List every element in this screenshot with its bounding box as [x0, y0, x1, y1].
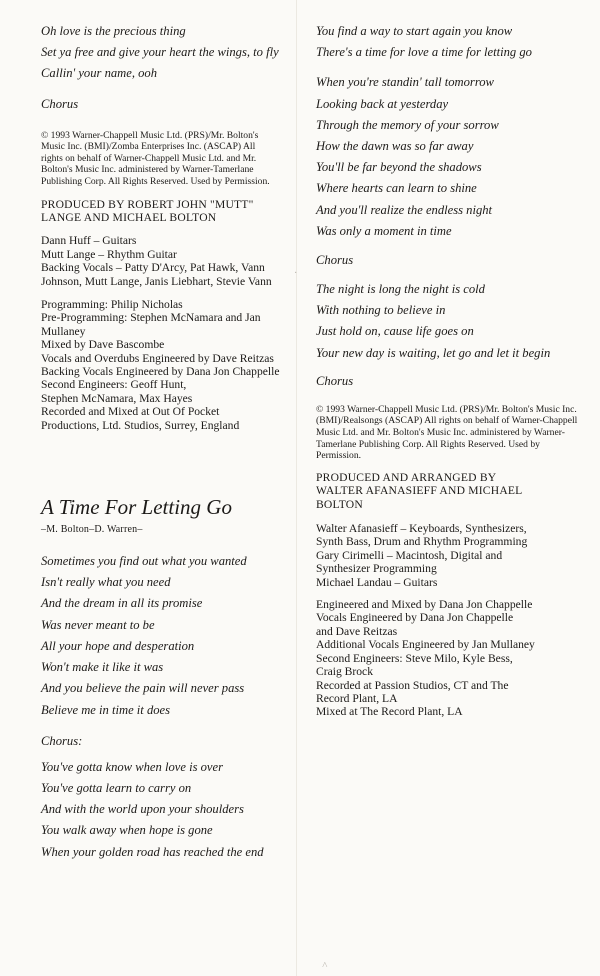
bridge — [316, 279, 586, 364]
credit-line: Vocals and Overdubs Engineered by Dave Reitzas — [41, 351, 274, 365]
lyric-line: Set ya free and give your heart the wings, to fly — [41, 45, 279, 60]
verse-end — [41, 21, 291, 85]
verse-2 — [316, 72, 586, 242]
paper-speck: · — [294, 268, 298, 279]
lyric-line: When your golden road has reached the end — [41, 844, 264, 859]
producer-credit: PRODUCED BY ROBERT JOHN "MUTT" LANGE AND MICHAEL BOLTON — [41, 197, 254, 224]
credit-line: Gary Cirimelli – Macintosh, Digital and Synthesizer Programming — [316, 548, 503, 576]
chorus-end — [316, 21, 586, 63]
lyric-line: And with the world upon your shoulders — [41, 802, 244, 817]
lyric-line: With nothing to believe in — [316, 303, 446, 318]
copyright-notice: © 1993 Warner-Chappell Music Ltd. (PRS)/Mr. Bolton's Music Inc. (BMI)/Zomba Enterprises Inc. (ASCAP) All rights on behalf of Warner-Chappell Music Ltd. and Mr. Bolton's Music Inc. administered by Warner-Tamerlane Publishing Corp. All Rights Reserved. Used by Permission. — [41, 129, 270, 187]
copyright-notice: © 1993 Warner-Chappell Music Ltd. (PRS)/Mr. Bolton's Music Inc. (BMI)/Realsongs (ASCAP) All rights on behalf of Warner-Chappell Music Ltd. and Mr. Bolton's Music Inc. administered by Warner-Tamerlane Publishing Corp. All Rights Reserved. Used by Permission. — [316, 403, 578, 462]
lyric-line: You find a way to start again you know — [316, 24, 513, 38]
lyric-line: You've gotta learn to carry on — [41, 780, 192, 795]
credit-line: Programming: Philip Nicholas — [41, 298, 183, 312]
producer-credit: PRODUCED AND ARRANGED BY WALTER AFANASIEFF AND MICHAEL BOLTON — [316, 470, 523, 511]
credit-line: Mixed at The Record Plant, LA — [316, 705, 463, 719]
page-fold — [296, 0, 297, 976]
right-column — [316, 0, 586, 719]
verse-1 — [41, 551, 291, 721]
credit-line: Walter Afanasieff – Keyboards, Synthesizers, Synth Bass, Drum and Rhythm Programming — [316, 522, 528, 549]
musician-credits — [41, 234, 291, 288]
lyric-line: And you'll realize the endless night — [316, 202, 493, 217]
credit-line: Backing Vocals – Patty D'Arcy, Pat Hawk, Vann Johnson, Mutt Lange, Janis Liebhart, Stevie Vann — [41, 261, 272, 288]
lyric-line: Your new day is waiting, let go and let it begin — [316, 345, 551, 360]
chorus-label: Chorus — [316, 253, 354, 268]
credit-line: Second Engineers: Steve Milo, Kyle Bess, Craig Brock — [316, 651, 513, 679]
credit-line: Backing Vocals Engineered by Dana Jon Chappelle — [41, 365, 280, 379]
engineering-credits — [316, 598, 562, 719]
lyric-line: You've gotta know when love is over — [41, 759, 224, 774]
chorus-label: Chorus — [316, 373, 354, 388]
lyric-line: Just hold on, cause life goes on — [316, 324, 474, 339]
lyric-line: The night is long the night is cold — [316, 282, 485, 297]
lyric-line: Believe me in time it does — [41, 702, 171, 717]
credit-line: Vocals Engineered by Dana Jon Chappelle and Dave Reitzas — [316, 611, 514, 638]
lyric-line: How the dawn was so far away — [316, 139, 474, 154]
chorus-label: Chorus — [41, 96, 79, 111]
song-title: A Time For Letting Go — [41, 495, 232, 520]
lyric-line: There's a time for love a time for letting go — [316, 45, 532, 60]
lyric-line: Through the memory of your sorrow — [316, 117, 499, 132]
lyric-line: Isn't really what you need — [41, 575, 171, 590]
left-column — [41, 0, 291, 863]
lyric-line: And the dream in all its promise — [41, 596, 203, 611]
chorus — [41, 757, 291, 863]
credit-line: Mixed by Dave Bascombe — [41, 338, 165, 352]
lyric-line: Callin' your name, ooh — [41, 66, 158, 81]
lyric-line: You'll be far beyond the shadows — [316, 160, 482, 175]
credit-line: Pre-Programming: Stephen McNamara and Jan Mullaney — [41, 311, 261, 338]
credit-line: Recorded at Passion Studios, CT and The Record Plant, LA — [316, 678, 509, 705]
lyric-line: Won't make it like it was — [41, 660, 164, 675]
lyric-line: Where hearts can learn to shine — [316, 181, 477, 196]
credit-line: Michael Landau – Guitars — [316, 575, 438, 589]
credit-line: Recorded and Mixed at Out Of Pocket Productions, Ltd. Studios, Surrey, England — [41, 405, 240, 432]
lyric-line: You walk away when hope is gone — [41, 823, 213, 838]
chorus-label: Chorus: — [41, 733, 83, 748]
credit-line: Additional Vocals Engineered by Jan Mullaney — [316, 638, 535, 652]
lyric-line: Was only a moment in time — [316, 223, 452, 238]
lyric-line: All your hope and desperation — [41, 638, 195, 653]
engineering-credits — [41, 298, 287, 432]
lyric-line: Sometimes you find out what you wanted — [41, 554, 247, 569]
lyric-line: Was never meant to be — [41, 617, 155, 632]
lyric-line: Looking back at yesterday — [316, 96, 449, 111]
paper-speck: ˄ — [322, 960, 328, 971]
credit-line: Engineered and Mixed by Dana Jon Chappelle — [316, 598, 533, 612]
musician-credits — [316, 522, 556, 589]
lyric-line: And you believe the pain will never pass — [41, 681, 245, 696]
lyric-line: When you're standin' tall tomorrow — [316, 75, 494, 90]
lyric-line: Oh love is the precious thing — [41, 24, 186, 38]
credit-line: Mutt Lange – Rhythm Guitar — [41, 247, 177, 261]
credit-line: Second Engineers: Geoff Hunt, Stephen McNamara, Max Hayes — [41, 378, 193, 405]
song-authors: –M. Bolton–D. Warren– — [41, 524, 143, 536]
credit-line: Dann Huff – Guitars — [41, 234, 137, 248]
